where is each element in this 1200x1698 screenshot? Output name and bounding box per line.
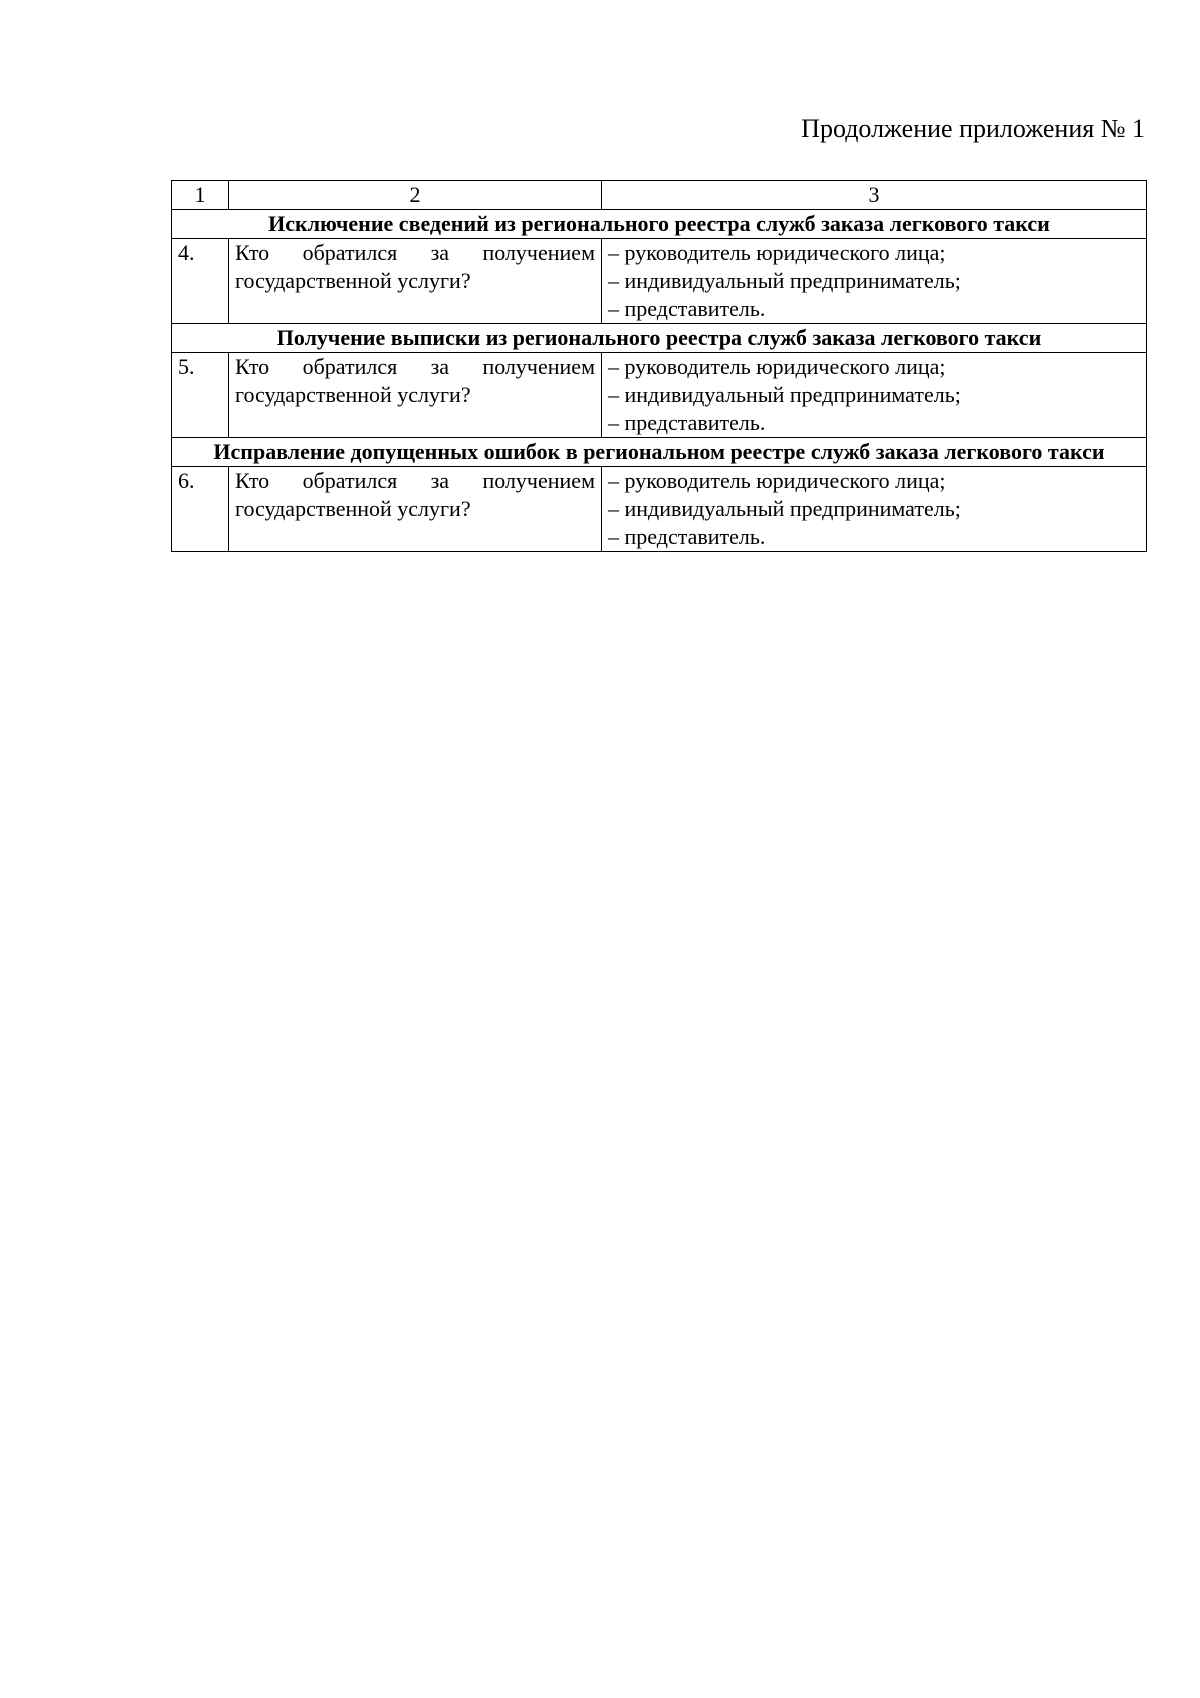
row-number: 5. xyxy=(172,353,229,438)
header-cell-1: 1 xyxy=(172,181,229,210)
row-answers xyxy=(602,353,1147,438)
answer-item: – представитель. xyxy=(608,524,766,549)
row-number: 6. xyxy=(172,467,229,552)
answer-item: – руководитель юридического лица; xyxy=(608,468,946,493)
table-row xyxy=(172,467,1147,552)
header-cell-2: 2 xyxy=(229,181,602,210)
section-row-correction xyxy=(172,438,1147,467)
answer-item: – представитель. xyxy=(608,296,766,321)
page-heading: Продолжение приложения № 1 xyxy=(801,114,1145,143)
row-question: Кто обратился за получением государственной услуги? xyxy=(229,239,602,324)
answer-item: – индивидуальный предприниматель; xyxy=(608,496,961,521)
section-row-extract xyxy=(172,324,1147,353)
section-title: Получение выписки из регионального реестра служб заказа легкового такси xyxy=(172,324,1147,353)
header-cell-3: 3 xyxy=(602,181,1147,210)
answer-item: – индивидуальный предприниматель; xyxy=(608,382,961,407)
row-answers xyxy=(602,239,1147,324)
section-title: Исключение сведений из регионального реестра служб заказа легкового такси xyxy=(172,210,1147,239)
section-row-exclusion xyxy=(172,210,1147,239)
row-answers xyxy=(602,467,1147,552)
answer-item: – представитель. xyxy=(608,410,766,435)
table-row xyxy=(172,353,1147,438)
table-row xyxy=(172,239,1147,324)
answer-item: – руководитель юридического лица; xyxy=(608,240,946,265)
table-header-row xyxy=(172,181,1147,210)
section-title: Исправление допущенных ошибок в региональном реестре служб заказа легкового такси xyxy=(172,438,1147,467)
row-question: Кто обратился за получением государственной услуги? xyxy=(229,353,602,438)
row-number: 4. xyxy=(172,239,229,324)
row-question: Кто обратился за получением государственной услуги? xyxy=(229,467,602,552)
services-table xyxy=(171,180,1147,552)
answer-item: – индивидуальный предприниматель; xyxy=(608,268,961,293)
answer-item: – руководитель юридического лица; xyxy=(608,354,946,379)
